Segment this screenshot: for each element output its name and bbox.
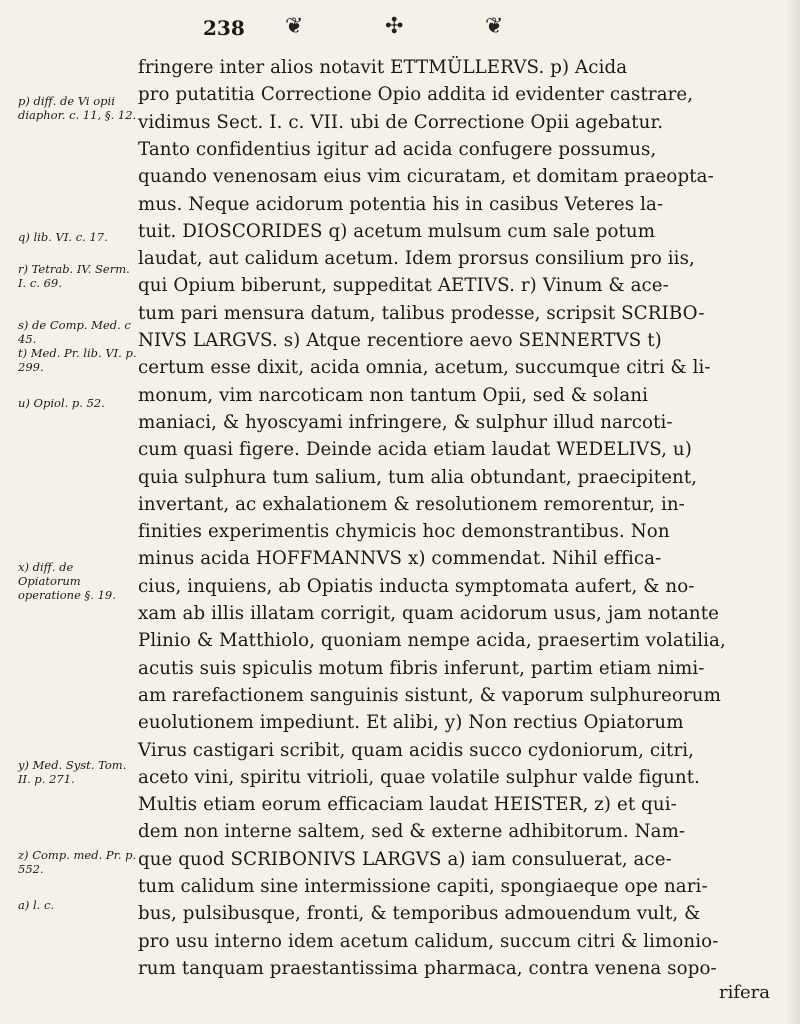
text-line: invertant, ac exhalationem & resolutionem remorentur, in-	[138, 493, 685, 515]
text-line: pro usu interno idem acetum calidum, succum citri & limonio-	[138, 930, 719, 952]
text-line: Virus castigari scribit, quam acidis succo cydoniorum, citri,	[138, 739, 695, 761]
text-line: Multis etiam eorum efficaciam laudat HEISTER, z) et qui-	[138, 794, 677, 816]
margin-note: u) Opiol. p. 52.	[18, 396, 105, 410]
text-line: vidimus Sect. I. c. VII. ubi de Correctione Opii agebatur.	[138, 111, 664, 133]
text-line: tum pari mensura datum, talibus prodesse, scripsit SCRIBO-	[138, 302, 705, 324]
page-number: 238	[203, 16, 245, 40]
text-line: quia sulphura tum salium, tum alia obtundant, praecipitent,	[138, 466, 698, 488]
text-line: minus acida HOFFMANNVS x) commendat. Nihil effica-	[138, 548, 662, 570]
text-line: Plinio & Matthiolo, quoniam nempe acida, praesertim volatilia,	[138, 630, 726, 652]
margin-notes	[18, 0, 138, 1024]
margin-note: q) lib. VI. c. 17.	[18, 230, 108, 244]
ornament-icon: ❦	[285, 14, 304, 39]
text-line: tum calidum sine intermissione capiti, spongiaeque ope nari-	[138, 876, 708, 897]
ornament-icon: ✣	[385, 14, 404, 39]
text-line: bus, pulsibusque, fronti, & temporibus admouendum vult, &	[138, 903, 701, 925]
margin-note: x) diff. de Opiatorum operatione §. 19.	[18, 560, 116, 602]
text-line: certum esse dixit, acida omnia, acetum, succumque citri & li-	[138, 357, 711, 379]
main-text	[138, 0, 778, 1024]
page-fold-shadow	[786, 0, 800, 1024]
text-line: acutis suis spiculis motum fibris inferunt, partim etiam nimi-	[138, 657, 705, 679]
text-line: Tanto confidentius igitur ad acida confugere possumus,	[138, 138, 657, 160]
text-line: mus. Neque acidorum potentia his in casibus Veteres la-	[138, 193, 664, 215]
margin-note: s) de Comp. Med. c 45.	[18, 318, 131, 346]
text-line: am rarefactionem sanguinis sistunt, & vaporum sulphureorum	[138, 684, 721, 706]
text-line: cius, inquiens, ab Opiatis inducta symptomata aufert, & no-	[138, 575, 695, 597]
text-line: euolutionem impediunt. Et alibi, y) Non rectius Opiatorum	[138, 712, 684, 734]
text-line: rum tanquam praestantissima pharmaca, contra venena sopo-	[138, 957, 717, 979]
text-line: aceto vini, spiritu vitrioli, quae volatile sulphur valde figunt.	[138, 766, 701, 788]
text-line: tuit. DIOSCORIDES q) acetum mulsum cum sale potum	[138, 220, 656, 242]
text-line: fringere inter alios notavit ETTMÜLLERVS. p) Acida	[138, 57, 628, 78]
text-line: dem non interne saltem, sed & externe adhibitorum. Nam-	[138, 821, 686, 843]
ornament-icon: ❦	[485, 14, 504, 39]
margin-note: r) Tetrab. IV. Serm. I. c. 69.	[18, 262, 130, 290]
margin-note: z) Comp. med. Pr. p. 552.	[18, 848, 137, 876]
margin-note: t) Med. Pr. lib. VI. p. 299.	[18, 346, 137, 374]
text-line: quando venenosam eius vim cicuratam, et domitam praeopta-	[138, 166, 714, 188]
text-line: xam ab illis illatam corrigit, quam acidorum usus, jam notante	[138, 603, 719, 624]
text-line: laudat, aut calidum acetum. Idem prorsus consilium pro iis,	[138, 248, 695, 270]
text-line: que quod SCRIBONIVS LARGVS a) iam consuluerat, ace-	[138, 848, 672, 870]
text-line: NIVS LARGVS. s) Atque recentiore aevo SENNERTVS t)	[138, 330, 662, 351]
text-line: qui Opium biberunt, suppeditat AETIVS. r) Vinum & ace-	[138, 275, 669, 297]
margin-note: p) diff. de Vi opii diaphor. c. 11, §. 12.	[18, 94, 137, 122]
margin-note: a) l. c.	[18, 898, 55, 912]
margin-note: y) Med. Syst. Tom. II. p. 271.	[18, 758, 127, 786]
text-line: cum quasi figere. Deinde acida etiam laudat WEDELIVS, u)	[138, 439, 692, 461]
text-line: maniaci, & hyoscyami infringere, & sulphur illud narcoti-	[138, 411, 673, 433]
text-line: finities experimentis chymicis hoc demonstrantibus. Non	[138, 521, 670, 543]
text-line: monum, vim narcoticam non tantum Opii, sed & solani	[138, 384, 649, 406]
text-line: pro putatitia Correctione Opio addita id evidenter castrare,	[138, 84, 694, 106]
catchword: rifera	[718, 982, 770, 1003]
